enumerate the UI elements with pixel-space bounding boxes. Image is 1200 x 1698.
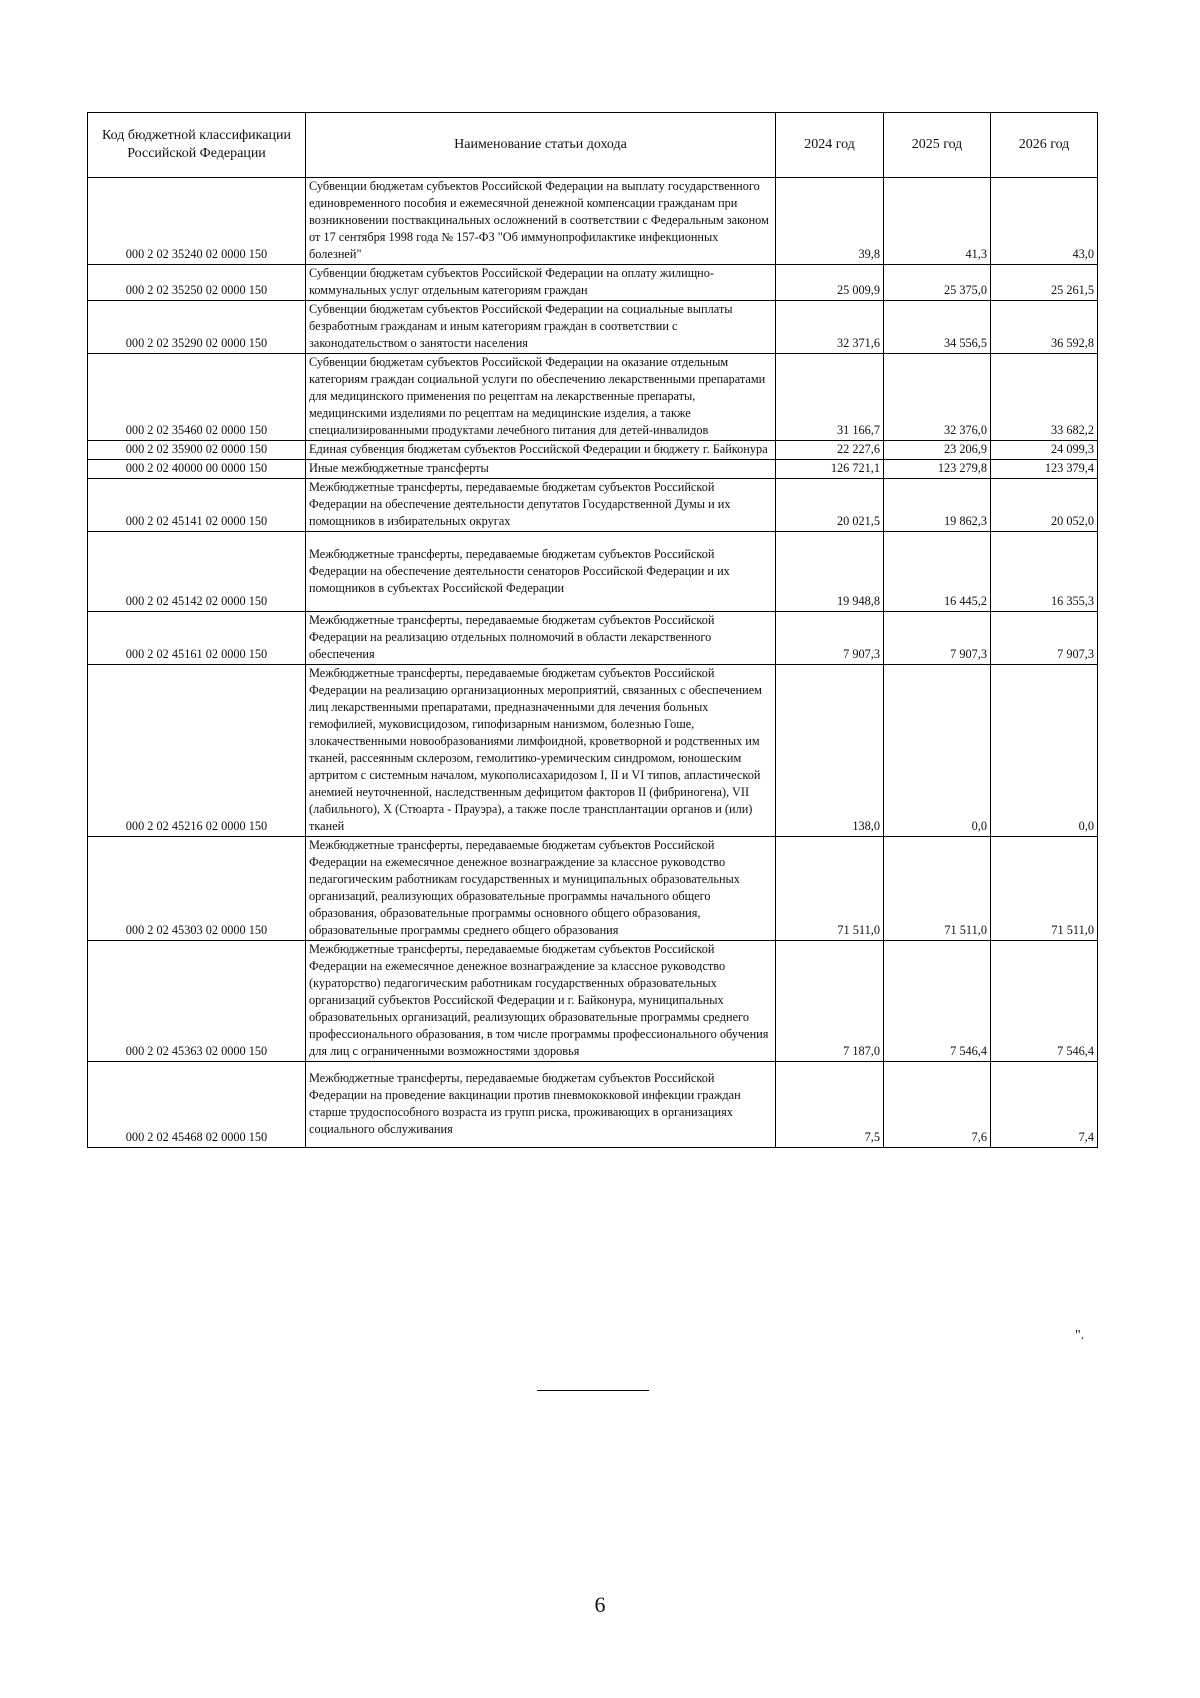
row-code: 000 2 02 35900 02 0000 150: [88, 441, 306, 460]
row-name: Межбюджетные трансферты, передаваемые бюджетам субъектов Российской Федерации на ежемесячное денежное вознаграждение за классное руководство педагогическим работникам государственных и муниципальных образовательных организаций, реализующих образовательные программы начального общего образования, образовательные программы основного общего образования, образовательные программы среднего общего образования: [306, 837, 776, 941]
row-value-2025: 71 511,0: [884, 837, 991, 941]
row-value-2026: 25 261,5: [991, 265, 1098, 301]
row-code: 000 2 02 45468 02 0000 150: [88, 1062, 306, 1148]
row-value-2025: 19 862,3: [884, 479, 991, 532]
row-code: 000 2 02 45141 02 0000 150: [88, 479, 306, 532]
revenue-table: [87, 112, 1098, 1148]
closing-quote-mark: ".: [1075, 1328, 1085, 1343]
row-name: Иные межбюджетные трансферты: [306, 460, 776, 479]
row-value-2026: 71 511,0: [991, 837, 1098, 941]
row-value-2025: 32 376,0: [884, 354, 991, 441]
row-name: Субвенции бюджетам субъектов Российской Федерации на социальные выплаты безработным гражданам и иным категориям граждан в соответствии с законодательством о занятости населения: [306, 301, 776, 354]
row-name: Межбюджетные трансферты, передаваемые бюджетам субъектов Российской Федерации на обеспечение деятельности депутатов Государственной Думы и их помощников в избирательных округах: [306, 479, 776, 532]
row-code: 000 2 02 45142 02 0000 150: [88, 532, 306, 612]
table-row: [88, 265, 1098, 301]
header-2026: 2026 год: [991, 113, 1098, 178]
row-value-2024: 39,8: [776, 178, 884, 265]
row-code: 000 2 02 45216 02 0000 150: [88, 665, 306, 837]
row-value-2026: 7 907,3: [991, 612, 1098, 665]
row-code: 000 2 02 35460 02 0000 150: [88, 354, 306, 441]
row-value-2025: 0,0: [884, 665, 991, 837]
row-value-2026: 7 546,4: [991, 941, 1098, 1062]
row-code: 000 2 02 35250 02 0000 150: [88, 265, 306, 301]
row-value-2026: 0,0: [991, 665, 1098, 837]
table-row: [88, 941, 1098, 1062]
table-row: [88, 354, 1098, 441]
row-value-2025: 34 556,5: [884, 301, 991, 354]
row-value-2024: 7 907,3: [776, 612, 884, 665]
row-value-2026: 36 592,8: [991, 301, 1098, 354]
table-row: [88, 612, 1098, 665]
row-value-2025: 7 546,4: [884, 941, 991, 1062]
page-number: 6: [594, 1592, 606, 1617]
table-row: [88, 1062, 1098, 1148]
row-value-2024: 7 187,0: [776, 941, 884, 1062]
row-name: Субвенции бюджетам субъектов Российской Федерации на выплату государственного единовременного пособия и ежемесячной денежной компенсации гражданам при возникновении поствакцинальных осложнений в соответствии с Федеральным законом от 17 сентября 1998 года № 157-ФЗ "Об иммунопрофилактике инфекционных болезней": [306, 178, 776, 265]
table-row: [88, 837, 1098, 941]
row-value-2026: 123 379,4: [991, 460, 1098, 479]
header-name: Наименование статьи дохода: [306, 113, 776, 178]
row-name: Межбюджетные трансферты, передаваемые бюджетам субъектов Российской Федерации на реализацию организационных мероприятий, связанных с обеспечением лиц лекарственными препаратами, предназначенными для лечения больных гемофилией, муковисцидозом, гипофизарным нанизмом, болезнью Гоше, злокачественными новообразованиями лимфоидной, кроветворной и родственных им тканей, рассеянным склерозом, гемолитико-уремическим синдромом, юношеским артритом с системным началом, мукополисахаридозом I, II и VI типов, апластической анемией неуточненной, наследственным дефицитом факторов II (фибриногена), VII (лабильного), X (Стюарта - Прауэра), а также после трансплантации органов и (или) тканей: [306, 665, 776, 837]
row-name: Межбюджетные трансферты, передаваемые бюджетам субъектов Российской Федерации на обеспечение деятельности сенаторов Российской Федерации и их помощников в субъектах Российской Федерации: [306, 532, 776, 612]
row-value-2024: 20 021,5: [776, 479, 884, 532]
row-value-2025: 7,6: [884, 1062, 991, 1148]
table-row: [88, 441, 1098, 460]
table-row-total: [88, 460, 1098, 479]
header-2025: 2025 год: [884, 113, 991, 178]
row-value-2026: 33 682,2: [991, 354, 1098, 441]
row-value-2024: 25 009,9: [776, 265, 884, 301]
header-2024: 2024 год: [776, 113, 884, 178]
row-value-2024: 7,5: [776, 1062, 884, 1148]
row-name: Межбюджетные трансферты, передаваемые бюджетам субъектов Российской Федерации на реализацию отдельных полномочий в области лекарственного обеспечения: [306, 612, 776, 665]
row-code: 000 2 02 35290 02 0000 150: [88, 301, 306, 354]
row-name: Единая субвенция бюджетам субъектов Российской Федерации и бюджету г. Байконура: [306, 441, 776, 460]
row-name: Межбюджетные трансферты, передаваемые бюджетам субъектов Российской Федерации на проведение вакцинации против пневмококковой инфекции граждан старше трудоспособного возраста из групп риска, проживающих в организациях социального обслуживания: [306, 1062, 776, 1148]
row-value-2026: 7,4: [991, 1062, 1098, 1148]
row-code: 000 2 02 40000 00 0000 150: [88, 460, 306, 479]
row-code: 000 2 02 45303 02 0000 150: [88, 837, 306, 941]
row-value-2025: 16 445,2: [884, 532, 991, 612]
row-name: Субвенции бюджетам субъектов Российской Федерации на оказание отдельным категориям граждан социальной услуги по обеспечению лекарственными препаратами для медицинского применения по рецептам на лекарственные препараты, медицинскими изделиями по рецептам на медицинские изделия, а также специализированными продуктами лечебного питания для детей-инвалидов: [306, 354, 776, 441]
header-code: Код бюджетной классификации Российской Федерации: [88, 113, 306, 178]
table-row: [88, 479, 1098, 532]
row-value-2025: 123 279,8: [884, 460, 991, 479]
row-value-2024: 138,0: [776, 665, 884, 837]
row-code: 000 2 02 45161 02 0000 150: [88, 612, 306, 665]
row-value-2025: 7 907,3: [884, 612, 991, 665]
row-name: Субвенции бюджетам субъектов Российской Федерации на оплату жилищно-коммунальных услуг отдельным категориям граждан: [306, 265, 776, 301]
row-value-2025: 25 375,0: [884, 265, 991, 301]
row-value-2024: 22 227,6: [776, 441, 884, 460]
row-value-2026: 16 355,3: [991, 532, 1098, 612]
row-value-2024: 71 511,0: [776, 837, 884, 941]
row-value-2024: 126 721,1: [776, 460, 884, 479]
row-value-2024: 19 948,8: [776, 532, 884, 612]
row-value-2025: 23 206,9: [884, 441, 991, 460]
row-value-2024: 32 371,6: [776, 301, 884, 354]
row-value-2024: 31 166,7: [776, 354, 884, 441]
row-name: Межбюджетные трансферты, передаваемые бюджетам субъектов Российской Федерации на ежемесячное денежное вознаграждение за классное руководство (кураторство) педагогическим работникам государственных образовательных организаций субъектов Российской Федерации и г. Байконура, муниципальных образовательных организаций, реализующих образовательные программы среднего профессионального образования, в том числе программы профессионального обучения для лиц с ограниченными возможностями здоровья: [306, 941, 776, 1062]
row-code: 000 2 02 35240 02 0000 150: [88, 178, 306, 265]
table-row: [88, 301, 1098, 354]
row-value-2025: 41,3: [884, 178, 991, 265]
table-row: [88, 532, 1098, 612]
row-code: 000 2 02 45363 02 0000 150: [88, 941, 306, 1062]
table-header-row: [88, 113, 1098, 178]
table-row: [88, 665, 1098, 837]
end-divider-line: [537, 1390, 649, 1391]
row-value-2026: 43,0: [991, 178, 1098, 265]
table-row: [88, 178, 1098, 265]
row-value-2026: 24 099,3: [991, 441, 1098, 460]
row-value-2026: 20 052,0: [991, 479, 1098, 532]
